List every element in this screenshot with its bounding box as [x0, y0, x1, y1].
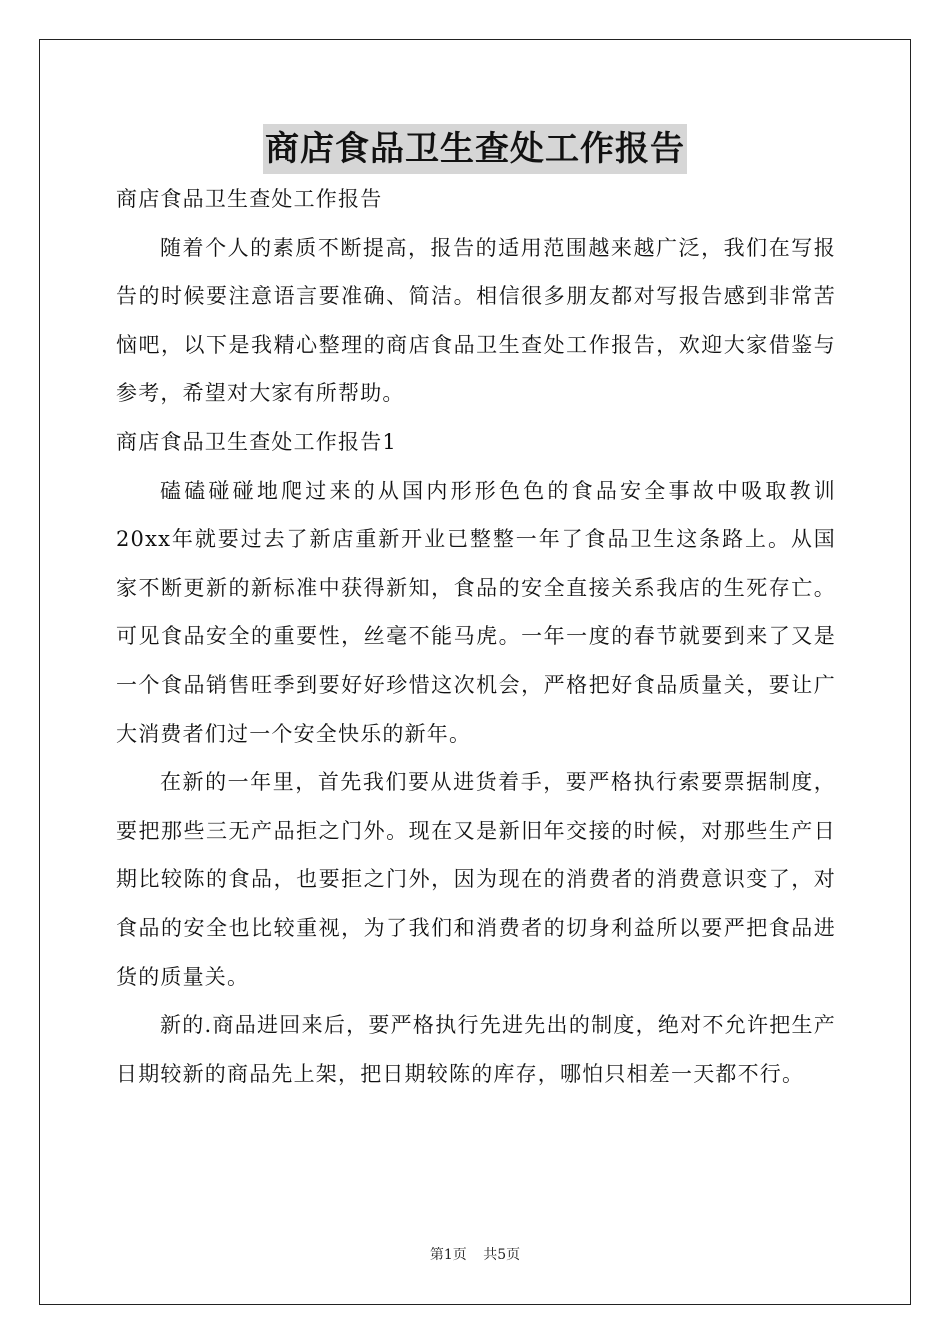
section-heading-1: 商店食品卫生查处工作报告1	[116, 429, 397, 454]
intro-paragraph: 随着个人的素质不断提高，报告的适用范围越来越广泛，我们在写报告的时候要注意语言要准确、简洁。相信很多朋友都对写报告感到非常苦恼吧，以下是我精心整理的商店食品卫生查处工作报告，欢迎大家借鉴与参考，希望对大家有所帮助。	[116, 235, 836, 406]
body-paragraph-3: 新的.商品进回来后，要严格执行先进先出的制度，绝对不允许把生产日期较新的商品先上架，把日期较陈的库存，哪怕只相差一天都不行。	[116, 1013, 836, 1086]
document-body	[116, 175, 836, 1098]
title-container	[0, 124, 950, 174]
subtitle-heading: 商店食品卫生查处工作报告	[116, 187, 383, 211]
body-paragraph-2: 在新的一年里，首先我们要从进货着手，要严格执行索要票据制度，要把那些三无产品拒之门外。现在又是新旧年交接的时候，对那些生产日期比较陈的食品，也要拒之门外，因为现在的消费者的消费意识变了，对食品的安全也比较重视，为了我们和消费者的切身利益所以要严把食品进货的质量关。	[116, 770, 836, 989]
page-number-current: 第1页	[429, 1247, 467, 1263]
page-footer	[0, 1244, 950, 1264]
document-title: 商店食品卫生查处工作报告	[263, 124, 687, 174]
body-paragraph-1: 磕磕碰碰地爬过来的从国内形形色色的食品安全事故中吸取教训20xx年就要过去了新店重新开业已整整一年了食品卫生这条路上。从国家不断更新的新标准中获得新知，食品的安全直接关系我店的生死存亡。可见食品安全的重要性，丝毫不能马虎。一年一度的春节就要到来了又是一个食品销售旺季到要好好珍惜这次机会，严格把好食品质量关，要让广大消费者们过一个安全快乐的新年。	[116, 478, 836, 746]
page-number-total: 共5页	[483, 1247, 521, 1263]
